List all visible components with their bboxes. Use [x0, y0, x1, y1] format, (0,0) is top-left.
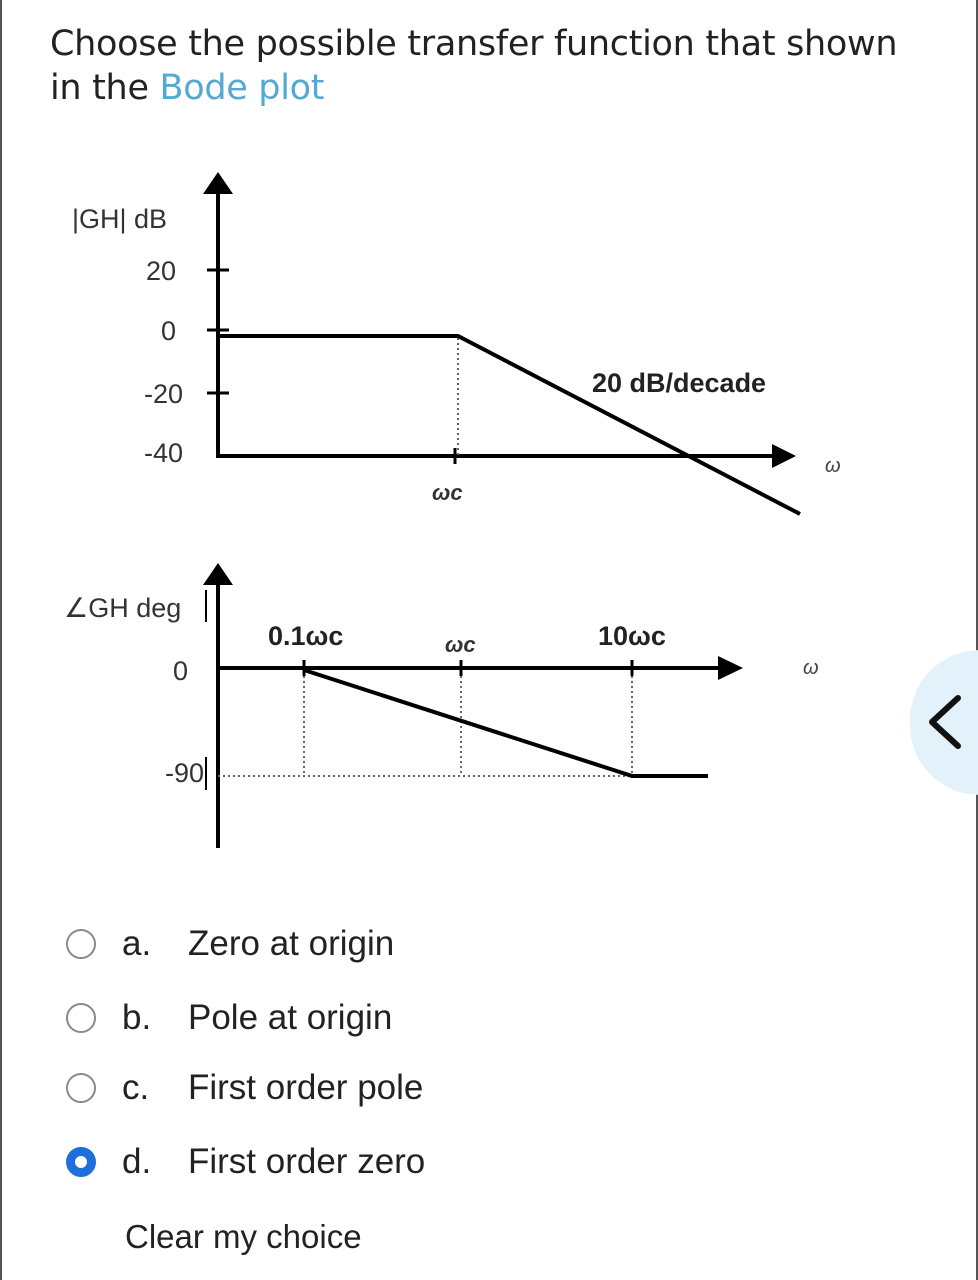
option-d-label[interactable]: First order zero	[188, 1142, 426, 1181]
option-a-label[interactable]: Zero at origin	[188, 924, 395, 963]
phase-x-arrowhead	[718, 656, 743, 680]
question-prefix: Choose the possible transfer function that shown in the	[50, 24, 898, 108]
option-c-letter: c.	[122, 1068, 150, 1107]
magnitude-y-arrowhead	[203, 172, 233, 194]
magnitude-tick-label-20: 20	[145, 256, 176, 286]
magnitude-tick-label-0: 0	[160, 316, 176, 346]
option-a-letter: a.	[122, 924, 152, 963]
phase-y-arrowhead	[203, 563, 233, 585]
magnitude-slope-label: 20 dB/decade	[592, 368, 767, 398]
option-d-radio[interactable]	[66, 1147, 96, 1177]
bode-plot-link[interactable]: Bode plot	[159, 68, 325, 108]
magnitude-wc-label: ωc	[432, 480, 463, 505]
magnitude-ylabel: |GH| dB	[72, 204, 168, 234]
phase-asymptote-line	[304, 670, 708, 776]
phase-omega-label: ω	[803, 657, 819, 679]
option-c-radio[interactable]	[66, 1073, 96, 1103]
phase-ylabel: ∠GH deg	[64, 593, 182, 623]
magnitude-plot	[72, 172, 841, 514]
option-a-radio[interactable]	[66, 929, 96, 959]
phase-x-label-wc: ωc	[445, 632, 476, 657]
magnitude-asymptote-line	[218, 336, 800, 514]
chevron-left-icon	[924, 692, 964, 752]
option-b-label[interactable]: Pole at origin	[188, 998, 393, 1037]
phase-x-label-10wc: 10ωc	[598, 621, 666, 651]
clear-choice-link[interactable]: Clear my choice	[125, 1218, 362, 1255]
phase-tick-label-minus90: -90	[164, 758, 204, 788]
phase-x-label-0.1wc: 0.1ωc	[268, 621, 344, 651]
phase-plot	[64, 563, 819, 848]
magnitude-omega-label: ω	[825, 455, 841, 477]
magnitude-x-arrowhead	[772, 444, 796, 468]
phase-tick-label-0: 0	[172, 656, 188, 686]
option-c-label[interactable]: First order pole	[188, 1068, 424, 1107]
option-d-letter: d.	[122, 1142, 152, 1181]
option-b-letter: b.	[122, 998, 152, 1037]
option-b-radio[interactable]	[66, 1003, 96, 1033]
magnitude-tick-label-minus20: -20	[143, 379, 183, 409]
magnitude-tick-label-minus40: -40	[143, 438, 183, 468]
